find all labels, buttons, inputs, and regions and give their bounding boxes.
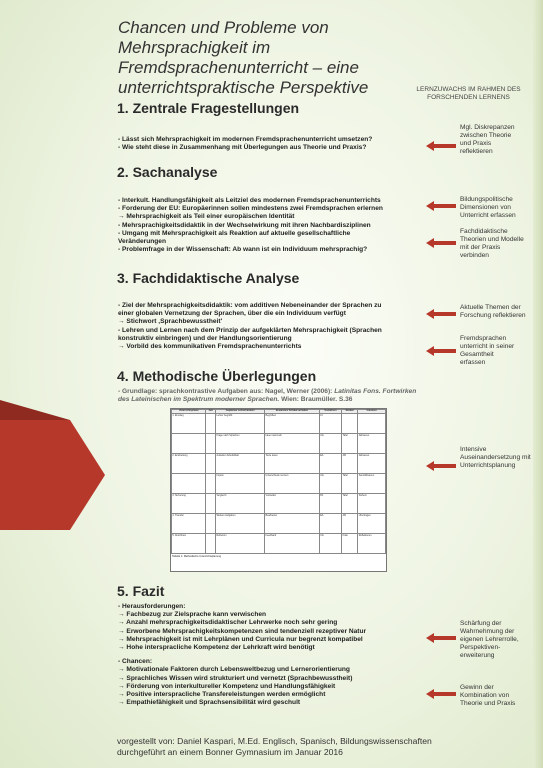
list-item: → Hohe interspracliche Kompetenz der Lehrkraft wird benötigt [118,644,315,652]
table-cell: EA [319,454,341,474]
table-row [172,494,386,514]
left-arrow-icon [426,689,456,699]
table-row [172,514,386,534]
note-research-topics: Aktuelle Themen der Forschung reflektieren [460,304,526,319]
lesson-plan-grid [171,409,386,554]
list-item: → Vorbild des kommunikativen Fremdsprachenunterrichts [118,343,302,351]
table-header-cell: Unterrichtsphase [172,410,206,414]
table-cell: EA [319,514,341,534]
table-cell: PA [319,494,341,514]
table-row [172,434,386,454]
table-cell: Unterschiede nennen [265,474,320,494]
table-cell: Tafel [342,434,358,454]
list-item: → Motivationale Faktoren durch Lebensweltbezug und Lernerorientierung [118,666,350,674]
table-header-cell: Zeit [206,410,216,414]
table-cell: Aktivieren [358,434,386,454]
list-item: - Ziel der Mehrsprachigkeitsdidaktik: vom additiven Nebeneinander der Sprachen zu [118,302,382,309]
table-cell [206,434,216,454]
note-theory-practice-gain: Gewinn der Kombination von Theorie und Praxis [460,684,516,707]
table-header-cell: Intention [358,410,386,414]
footer-location: durchgeführt an einem Bonner Gymnasium im Januar 2016 [117,747,343,757]
note-lesson-planning: Intensive Auseinandersetzung mit Unterrichtsplanung [460,446,531,469]
learning-gain-label: LERNZUWACHS IM RAHMEN DES FORSCHENDEN LERNENS [416,86,521,101]
list-item: - Lässt sich Mehrsprachigkeit im modernen Fremdsprachenunterricht umsetzen? [118,136,373,143]
list-item: einer globalen Vernetzung der Sprachen, über die ein Individuum verfügt [118,310,346,318]
note-language-teaching: Fremdsprachen unterricht in seiner Gesamtheit erfassen [460,335,515,366]
list-item: - Chancen: [118,658,153,666]
list-item: → Erworbene Mehrsprachigkeitskompetenzen sind tendenziell rezeptiver Natur [118,627,367,635]
footer [117,736,537,758]
citation-title: Latinitas Fons. Fortwirken des Lateinischen im Spektrum moderner Sprachen. [118,388,417,404]
list-item: - Herausforderungen: [118,603,186,610]
table-cell: Vorstellen [265,494,320,514]
table-header-cell: Geplantes Lehrerhandeln [216,410,265,414]
table-cell: AB [342,454,358,474]
list-item: → Empathiefähigkeit und Sprachsensibilität wird geschult [118,699,301,707]
table-cell: Austeilen Arbeitsblatt [216,454,265,474]
list-item: - Mehrsprachigkeitsdidaktik in der Wechselwirkung mit ihren Nachbardisziplinen [118,221,371,229]
table-cell: Feedback [265,534,320,554]
section-3-list [118,302,418,351]
left-arrow-icon [426,238,456,248]
left-arrow-icon [426,309,456,319]
left-arrow-icon [426,346,456,356]
table-cell [358,414,386,434]
table-cell [206,414,216,434]
table-cell: Begrüßen [265,414,320,434]
list-item: - Interkult. Handlungsfähigkeit als Leitziel des modernen Fremdsprachenunterrichts [118,197,381,204]
table-cell: Frage nach Sprachen [216,434,265,454]
source-citation [118,388,418,404]
list-item: → Stichwort ‚Sprachbewusstheit' [118,318,223,326]
list-item: → Fachbezug zur Zielsprache kann verwischen [118,611,267,619]
list-item: - Umgang mit Mehrsprachigkeit als Reaktion auf aktuelle gesellschaftliche [118,229,351,237]
table-cell: LV [319,414,341,434]
table-cell: 5. Abschluss [172,534,206,554]
list-item: - Lehren und Lernen nach dem Prinzip der aufgeklärten Mehrsprachigkeit (Sprachen [118,326,382,334]
table-cell [206,454,216,474]
red-tab-decoration [0,400,105,550]
table-cell: 2. Erarbeitung [172,454,206,474]
section-2-list [118,197,418,254]
list-item: → Sprachliches Wissen wird strukturiert und vernetzt (Sprachbewusstheit) [118,674,353,682]
left-arrow-icon [426,633,456,643]
table-cell: 1. Einstieg [172,414,206,434]
table-cell [172,434,206,454]
lesson-plan-table [170,408,387,572]
table-row [172,474,386,494]
table-cell: Aktivieren [358,454,386,474]
table-cell: Folie [342,534,358,554]
table-caption: Tabelle 1: Methodische Unterrichtsplanung [172,555,222,559]
citation-text: - Grundlage: sprachkontrastive Aufgaben aus: Nagel, Werner (2006): [118,388,335,395]
list-item: → Mehrsprachigkeit als Teil einer europäischen Identität [118,213,295,221]
table-cell [206,494,216,514]
table-cell [206,534,216,554]
footer-author: vorgestellt von: Daniel Kaspari, M.Ed. Englisch, Spanisch, Bildungswissenschaften [117,736,432,746]
table-row [172,414,386,434]
list-item: - Wie steht diese in Zusammenhang mit Überlegungen aus Theorie und Praxis? [118,144,367,152]
table-cell: Tafel [342,474,358,494]
table-header-cell: Sozialform [319,410,341,414]
table-cell: Texte lesen [265,454,320,474]
table-cell: AB [342,514,358,534]
section-5-list [118,603,418,707]
table-cell: Reflexion [216,534,265,554]
list-item: → Anzahl mehrsprachigkeitsdidaktischer Lehrwerke noch sehr gering [118,619,338,627]
section-5-heading: 5. Fazit [117,583,165,599]
note-theory-practice: Fachdidaktische Theorien und Modelle mit der Praxis verbinden [460,228,524,259]
left-arrow-icon [426,141,456,151]
table-cell: UG [319,534,341,554]
poster-title: Chancen und Probleme von Mehrsprachigkeit im Fremdsprachenunterricht – eine unterrichtspraktische Perspektive [118,18,369,97]
table-cell: Sichern [358,494,386,514]
table-cell: Tafel [342,494,358,514]
table-cell: Sensibilisieren [358,474,386,494]
table-cell: Bearbeiten [265,514,320,534]
section-4-heading: 4. Methodische Überlegungen [117,368,317,384]
table-cell: UG [319,434,341,454]
table-header-cell: Erwartetes Schülerverhalten [265,410,320,414]
left-arrow-icon [426,461,456,471]
table-cell: Übertragen [358,514,386,534]
section-3-heading: 3. Fachdidaktische Analyse [117,270,300,286]
table-cell: Lehrer begrüßt [216,414,265,434]
list-item: konstruktiv einbringen) und der Handlungsorientierung [118,334,292,342]
list-item: → Mehrsprachigkeit ist mit Lehrplänen und Curricula nur begrenzt kompatibel [118,635,363,643]
list-item: - Problemfrage in der Wissenschaft: Ab wann ist ein Individuum mehrsprachig? [118,246,368,254]
section-2-heading: 2. Sachanalyse [117,164,218,180]
table-row [172,454,386,474]
table-cell: Reflektieren [358,534,386,554]
table-cell: Impuls [216,474,265,494]
note-teacher-role: Schärfung der Wahrnehmung der eigenen Lehrerrolle, Perspektiven-erweiterung [460,620,519,659]
section-1-list [118,136,418,152]
table-cell: 4. Transfer [172,514,206,534]
list-item: Veränderungen [118,238,167,246]
table-cell: Vergleich [216,494,265,514]
list-item: → Positive interspracliche Transfereleistungen werden ermöglicht [118,691,326,699]
list-item: → Förderung von interkultureller Kompetenz und Handlungsfähigkeit [118,682,336,690]
table-cell: 3. Sicherung [172,494,206,514]
table-cell [206,514,216,534]
table-cell: UG [319,474,341,494]
citation-publisher: Wien: Braumüller. S.36 [279,396,353,404]
table-cell [342,414,358,434]
note-education-policy: Bildungspolitische Dimensionen von Unterricht erfassen [460,196,516,219]
table-row [172,534,386,554]
table-header-cell: Medien [342,410,358,414]
note-discrepancies: Mgl. Diskrepanzen zwischen Theorie und Praxis reflektieren [460,124,515,155]
decorative-side-strip [533,0,543,768]
list-item: - Forderung der EU: Europäerinnen sollen mindestens zwei Fremdsprachen erlernen [118,205,383,213]
table-cell: Ideen sammeln [265,434,320,454]
table-cell: Weitere Aufgaben [216,514,265,534]
table-cell [172,474,206,494]
section-1-heading: 1. Zentrale Fragestellungen [117,100,300,116]
table-cell [206,474,216,494]
left-arrow-icon [426,201,456,211]
